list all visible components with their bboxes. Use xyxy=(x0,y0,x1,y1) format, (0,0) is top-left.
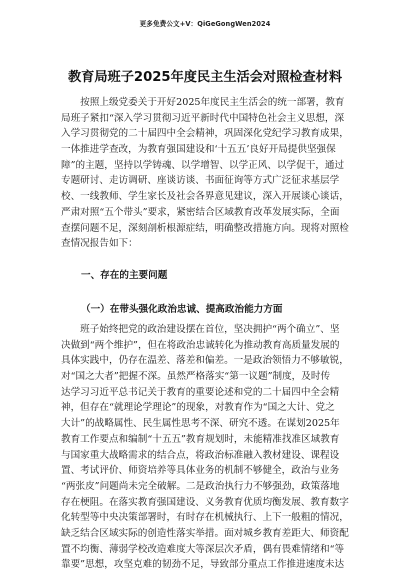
header-note: 更多免费公文+V：QiGeGongWen2024 xyxy=(139,20,271,28)
paragraph-line: 严肃对照“五个带头”要求，紧密结合区域教育改革发展实际，全面 xyxy=(61,206,340,218)
section-heading: 一、存在的主要问题 xyxy=(81,270,168,281)
subsection-heading: （一）在带头强化政治忠诚、提高政治能力方面 xyxy=(81,304,283,315)
paragraph-line: 具体实践中，仍存在温差、落差和偏差。一是政治领悟力不够敏锐， xyxy=(61,355,349,367)
paragraph-line: 神，但存在“就理论学理论”的现象，对教育作为“国之大计、党之 xyxy=(61,402,335,414)
paragraph-line: 置、考试评价、师资培养等具体业务的机制不够健全，政治与业务 xyxy=(61,465,340,477)
paragraph-line: 班子始终把党的政治建设摆在首位，坚决拥护“两个确立”、坚 xyxy=(61,324,340,335)
paragraph-line: 专题研讨、走访调研、座谈访谈、书面征询等方式广泛征求基层学 xyxy=(61,175,340,187)
paragraph-line: 与国家重大战略需求的结合点，将政治标准融入教材建设、课程设 xyxy=(61,449,340,461)
paragraph-line: 一体推进学查改，为教育强国建设和‘十五五’良好开局提供坚强保 xyxy=(61,144,336,156)
intro-paragraph xyxy=(61,95,357,252)
paragraph-line: 置不均衡、薄弱学校改造难度大等深层次矛盾，偶有畏难情绪和“等 xyxy=(61,543,345,555)
paragraph-line: 入学习贯彻党的二十届四中全会精神，巩固深化党纪学习教育成果， xyxy=(61,128,349,140)
paragraph-line: 缺乏结合区域实际的创造性落实举措。面对城乡教育差距大、师资配 xyxy=(61,527,349,539)
paragraph-line: 靠要”思想，攻坚克难的韧劲不足，导致部分重点工作推进速度未达 xyxy=(61,559,345,571)
paragraph-line: 化转型等中央决策部署时，有时存在机械执行、上下一般粗的情况， xyxy=(61,512,349,524)
paragraph-line: 按照上级党委关于开好2025年度民主生活会的统一部署，教育 xyxy=(61,97,345,108)
paragraph-line: 决做到“两个维护”，但在将政治忠诚转化为推动教育高质量发展的 xyxy=(61,339,340,351)
paragraph-line: 查情况报告如下： xyxy=(61,238,138,250)
paragraph-line: 大计”的战略属性、民生属性思考不深、研究不透。在谋划2025年 xyxy=(61,418,340,430)
paragraph-line: 教育工作要点和编制“十五五”教育规划时，未能精准找准区域教育 xyxy=(61,433,340,445)
paragraph-line: 存在梗阻。在落实教育强国建设、义务教育优质均衡发展、教育数字 xyxy=(61,496,349,508)
paragraph-line: 查摆问题不足，深刻剖析根源症结，明确整改措施方向。现将对照检 xyxy=(61,222,349,234)
paragraph-line: “两张皮”问题尚未完全破解。二是政治执行力不够强劲，政策落地 xyxy=(61,480,340,492)
paragraph-line: 校、一线教师、学生家长及社会各界意见建议，深入开展谈心谈话， xyxy=(61,191,349,203)
body-paragraph xyxy=(61,322,357,573)
paragraph-line: 局班子紧扣“深入学习贯彻习近平新时代中国特色社会主义思想，深 xyxy=(61,112,345,124)
paragraph-line: 障”的主题，坚持以学铸魂、以学增智、以学正风、以学促干，通过 xyxy=(61,159,345,171)
paragraph-line: 达学习习近平总书记关于教育的重要论述和党的二十届四中全会精 xyxy=(61,386,340,398)
document-title: 教育局班子2025年度民主生活会对照检查材料 xyxy=(67,70,343,85)
paragraph-line: 对“国之大者”把握不深。虽然严格落实“第一议题”制度，及时传 xyxy=(61,371,331,383)
